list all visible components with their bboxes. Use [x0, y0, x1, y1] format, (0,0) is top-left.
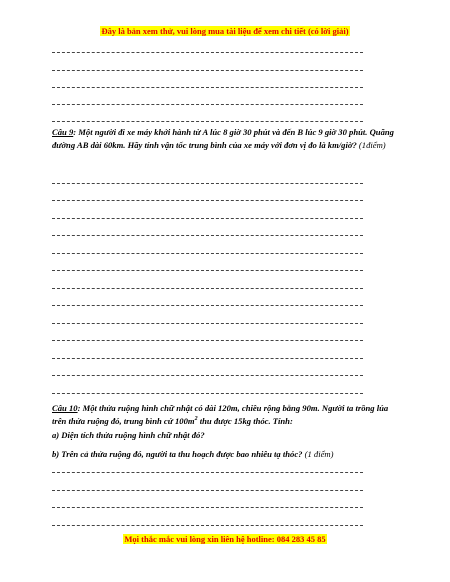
- hotline-banner: [0, 534, 450, 545]
- answer-line: [52, 305, 363, 306]
- question-9-score: (1điểm): [358, 140, 386, 151]
- answer-line: [52, 52, 363, 53]
- question-9-text: Một người đi xe máy khởi hành từ A lúc 8 giờ 30 phút và đến B lúc 9 giờ 30 phút. Quãng đường AB dài 60km. Hãy tính vận tốc trung bình của xe máy với đơn vị đo là km/giờ?: [52, 127, 394, 151]
- question-9: Câu 9: Một người đi xe máy khởi hành từ A lúc 8 giờ 30 phút và đến B lúc 9 giờ 30 phút. Quãng đường AB dài 60km. Hãy tính vận tốc trung bình của xe máy với đơn vị đo là km/giờ? (1điểm): [52, 127, 394, 151]
- question-9-label: Câu 9: [52, 127, 74, 137]
- answer-line: [52, 525, 363, 526]
- question-10-text: Một thửa ruộng hình chữ nhật có dài 120m, chiều rộng bằng 90m. Người ta trồng lúa trên thửa ruộng đó, trung bình cứ 100m: [52, 403, 389, 427]
- answer-line: [52, 200, 363, 201]
- answer-line: [52, 358, 363, 359]
- answer-line: [52, 235, 363, 236]
- question-10-part-b: b) Trên cả thửa ruộng đó, người ta thu hoạch được bao nhiêu tạ thóc?: [52, 448, 303, 459]
- question-10-label: Câu 10: [52, 403, 78, 413]
- answer-line: [52, 288, 363, 289]
- hotline-text: Mọi thắc mắc vui lòng xin liên hệ hotline: 084 283 45 85: [124, 534, 326, 544]
- answer-line: [52, 253, 363, 254]
- answer-line: [52, 375, 363, 376]
- answer-line: [52, 340, 363, 341]
- question-10-part-a: a) Diện tích thửa ruộng hình chữ nhật đó?: [52, 429, 205, 440]
- preview-notice-banner: [0, 26, 450, 37]
- question-10: Câu 10: Một thửa ruộng hình chữ nhật có dài 120m, chiều rộng bằng 90m. Người ta trồng lúa trên thửa ruộng đó, trung bình cứ $100m^2$ thu được 15kg thóc. Tính: a) Diện tích thửa ruộng hình chữ nhật đó? b) Trên cả thửa ruộng đó, người ta thu hoạch được bao nhiêu tạ thóc? (1 điểm): [52, 402, 402, 461]
- answer-line: [52, 183, 363, 184]
- answer-line: [52, 270, 363, 271]
- area-unit-superscript: 2: [194, 416, 198, 423]
- preview-notice-text: Đây là bản xem thử, vui lòng mua tài liệu để xem chi tiết (có lời giải): [101, 26, 349, 36]
- answer-line: [52, 323, 363, 324]
- question-10-score: (1 điểm): [304, 448, 334, 459]
- answer-line: [52, 393, 363, 394]
- answer-line: [52, 507, 363, 508]
- answer-line: [52, 490, 363, 491]
- answer-line: [52, 104, 363, 105]
- answer-line: [52, 121, 363, 122]
- answer-line: [52, 218, 363, 219]
- answer-line: [52, 472, 363, 473]
- answer-line: [52, 70, 363, 71]
- answer-line: [52, 87, 363, 88]
- question-10-text-end: thu được 15kg thóc. Tính:: [197, 416, 293, 427]
